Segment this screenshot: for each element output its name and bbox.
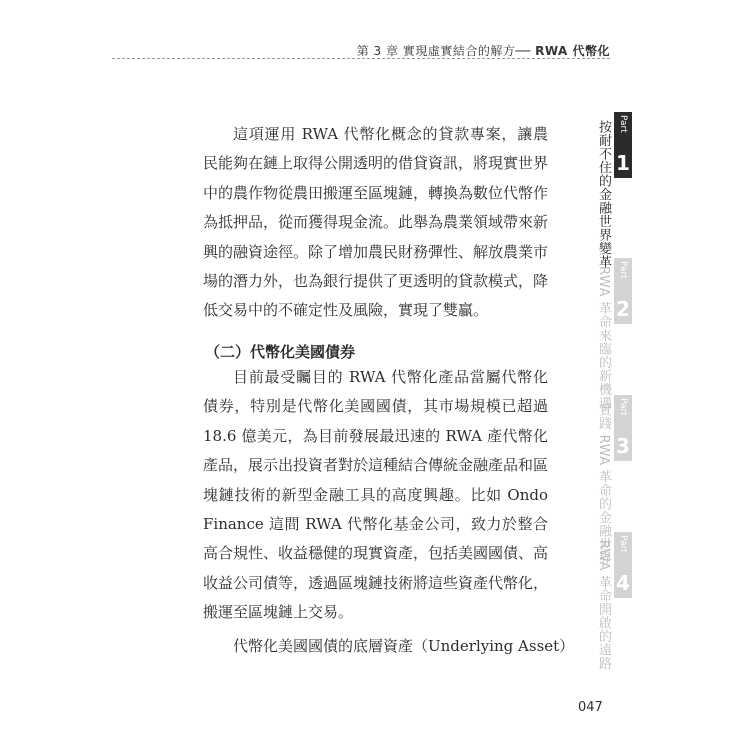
tab-title: 實踐 RWA 革命的金融世界 xyxy=(596,403,611,565)
tab-title: RWA 革命開啟的遠路 xyxy=(596,540,611,671)
page-number: 047 xyxy=(578,700,603,715)
chapter-title: 實現虛實結合的解方── xyxy=(402,44,531,58)
paragraph-text: 目前最受矚目的 RWA 代幣化產品當屬代幣化債券，特別是代幣化美國國債，其市場規模已超過 18.6 億美元，為目前發展最迅速的 RWA 產代幣化產品，展示出投資者對於這種結合傳統金融產品和區塊鏈技術的新型金融工具的高度興趣。比如 Ondo Finance 這間 RWA 代幣化基金公司，致力於整合高合規性、收益穩健的現實資產，包括美國國債、高收益公司債等，透過區塊鏈技術將這些資產代幣化，搬運至區塊鏈上交易。 xyxy=(203,368,549,622)
side-tab-part-2[interactable] xyxy=(590,258,640,410)
chapter-title-tail: RWA 代幣化 xyxy=(535,44,610,58)
side-tab-part-4[interactable] xyxy=(590,532,640,671)
part-number: 3 xyxy=(616,434,630,458)
part-badge xyxy=(614,112,632,178)
part-badge xyxy=(614,395,632,461)
part-word: Part xyxy=(618,398,628,416)
chapter-label: 第 3 章 xyxy=(356,44,399,58)
header-divider xyxy=(112,58,610,59)
figure-caption: 代幣化美國國債的底層資產（Underlying Asset） xyxy=(233,637,575,655)
part-number: 1 xyxy=(616,151,630,175)
part-badge xyxy=(614,258,632,324)
part-word: Part xyxy=(618,261,628,279)
body-paragraph-1 xyxy=(203,120,548,326)
running-header xyxy=(357,42,610,59)
paragraph-text: 這項運用 RWA 代幣化概念的貸款專案，讓農民能夠在鏈上取得公開透明的借貸資訊，將現實世界中的農作物從農田搬運至區塊鏈，轉換為數位代幣作為抵押品，從而獲得現金流。此舉為農業領域帶來新興的融資途徑。除了增加農民財務彈性、解放農業市場的潛力外，也為銀行提供了更透明的貸款模式，降低交易中的不確定性及風險，實現了雙贏。 xyxy=(203,125,549,320)
tab-title: RWA 革命來臨的新機遇 xyxy=(596,266,611,410)
body-paragraph-2 xyxy=(203,363,548,628)
side-tab-part-1[interactable] xyxy=(590,112,640,269)
part-number: 4 xyxy=(616,571,630,595)
tab-title: 按耐不住的金融世界變革 xyxy=(596,120,611,269)
side-tab-part-3[interactable] xyxy=(590,395,640,565)
section-heading: （二）代幣化美國債券 xyxy=(205,343,356,361)
part-number: 2 xyxy=(616,297,630,321)
part-word: Part xyxy=(618,115,628,133)
part-badge xyxy=(614,532,632,598)
part-word: Part xyxy=(618,535,628,553)
